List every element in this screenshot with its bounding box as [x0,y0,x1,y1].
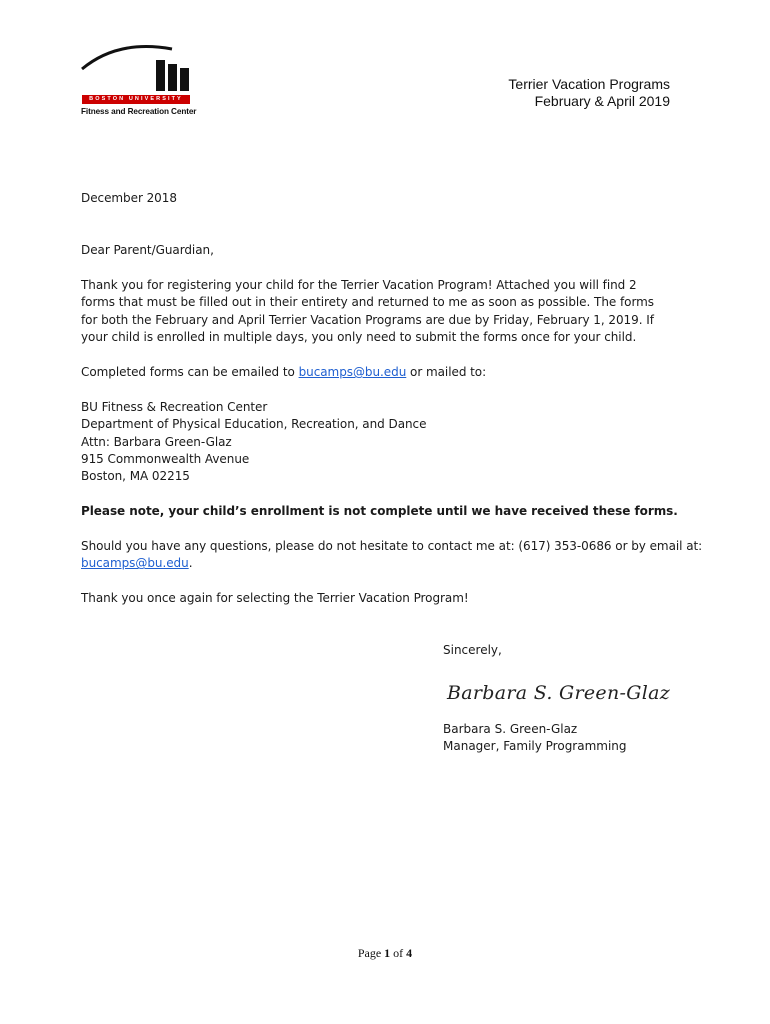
paragraph-submission [81,364,681,381]
signature-image [445,677,671,711]
bu-logo [80,43,200,123]
bu-logo-arch-icon [80,43,200,95]
enrollment-notice-text: Please note, your child’s enrollment is not complete until we have received these forms. [81,504,678,518]
logo-org-band: BOSTON UNIVERSITY [82,95,190,104]
paragraph-registration [81,277,673,346]
paragraph-registration-text: Thank you for registering your child for the Terrier Vacation Program! Attached you will find 2 forms that must be filled out in their entirety and returned to me as soon as possible. The forms for both the February and April Terrier Vacation Programs are due by Friday, February 1, 2019. If your child is enrolled in multiple days, you only need to submit the forms once for your child. [81,278,654,344]
contact-email-link[interactable]: bucamps@bu.edu [81,556,189,571]
svg-text:Barbara S. Green-Glaz: Barbara S. Green-Glaz [447,682,671,704]
signer-name: Barbara S. Green-Glaz [443,722,578,736]
letter-date [81,190,681,207]
closing [443,642,703,659]
address-line: Boston, MA 02215 [81,469,190,484]
letter-date-text: December 2018 [81,191,177,205]
closing-text: Sincerely, [443,643,502,657]
footer-page-number: 1 [384,946,391,960]
footer-page-label: Page [357,946,382,960]
submission-text-after: or mailed to: [406,365,487,379]
paragraph-thanks [81,590,681,607]
email-link[interactable]: bucamps@bu.edu [298,365,407,379]
salutation-text: Dear Parent/Guardian, [81,243,214,257]
signer-title: Manager, Family Programming [443,739,627,754]
footer-total-pages: 4 [406,946,413,960]
address-line: Department of Physical Education, Recreation, and Dance [81,417,427,432]
contact-text: Should you have any questions, please do not hesitate to contact me at: (617) 353-0686 or by email at: [81,539,703,553]
signer-block [443,721,703,756]
address-line: 915 Commonwealth Avenue [81,451,250,466]
enrollment-notice [81,503,681,520]
submission-text-before: Completed forms can be emailed to [81,365,299,379]
paragraph-thanks-text: Thank you once again for selecting the Terrier Vacation Program! [81,591,469,605]
paragraph-contact [81,538,703,573]
header-program-title: Terrier Vacation Programs [508,76,670,92]
header-program-dates: February & April 2019 [534,93,670,109]
contact-text-after: . [188,556,193,571]
salutation [81,242,681,259]
logo-subtitle: Fitness and Recreation Center [81,107,197,116]
footer-of-label: of [393,946,404,960]
mailing-address [81,399,681,485]
header-block [508,76,670,110]
address-line: Attn: Barbara Green-Glaz [81,434,232,449]
address-line: BU Fitness & Recreation Center [81,400,268,414]
page-footer [0,946,770,961]
